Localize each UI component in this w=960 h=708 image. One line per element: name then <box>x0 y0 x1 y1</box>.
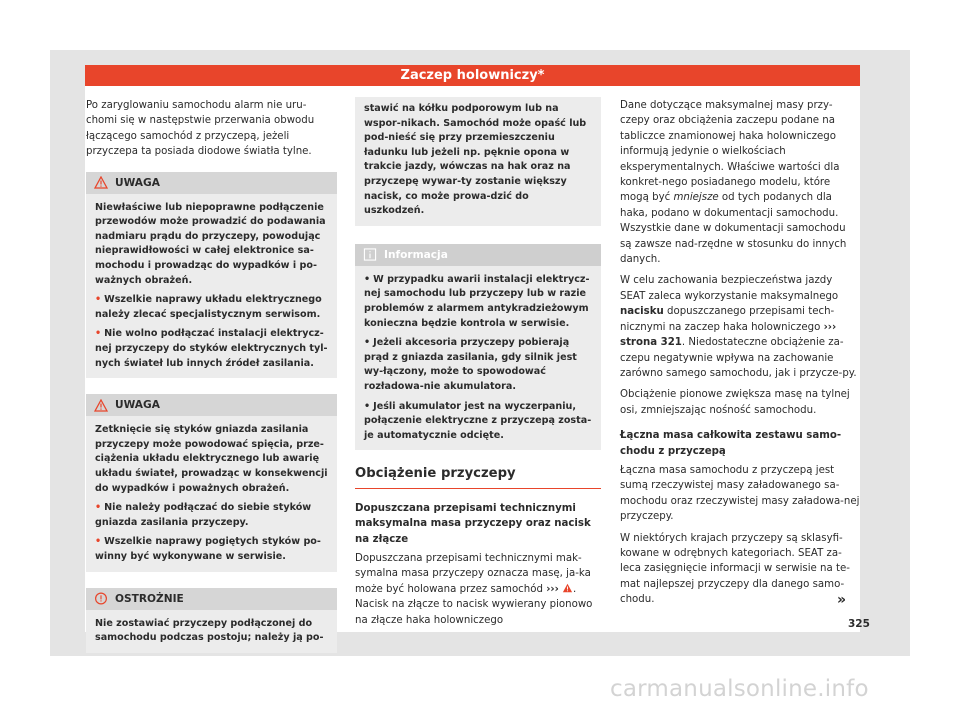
body-paragraph: W niektórych krajach przyczepy są sklasyfi-kowane w odrębnych kategoriach. SEAT za-leca zasięgnięcie informacji w serwisie na te-mat najlepszej przyczepy dla danego samo-chodu. <box>620 532 850 606</box>
bullet-dot-icon: • <box>364 337 371 349</box>
bullet-dot-icon: • <box>95 536 102 548</box>
subheading: Dopuszczana przepisami technicznymi maksymalna masa przyczepy oraz nacisk na złącze <box>355 502 591 545</box>
info-bullet: • W przypadku awarii instalacji elektrycz-nej samochodu lub przyczepy lub w razie problemów z alarmem antykradzieżowym konieczna będzie kontrola w serwisie. <box>364 273 590 329</box>
warning-text: Niewłaściwe lub niepoprawne podłączenie przewodów może prowadzić do podawania nadmiaru prądu do przyczepy, powodując nieprawidłowości w całej elektronice sa-mochodu i prowadząc do wypadków i po-ważnych obrażeń. <box>95 201 326 286</box>
column-middle <box>355 97 601 634</box>
section-title: Obciążenie przyczepy <box>355 466 601 488</box>
subheading: Łączna masa całkowita zestawu samo-chodu z przyczepą <box>620 430 842 457</box>
body-paragraph: Dopuszczana przepisami technicznymi mak-symalna masa przyczepy oznacza masę, ja-ka może być holowana przez samochód ››› . Nacisk na złącze to nacisk wywierany pionowo na złącze haka holowniczego <box>355 552 593 626</box>
continue-arrow-icon: » <box>837 592 847 608</box>
caution-text-continued: stawić na kółku podporowym lub na wspor-nikach. Samochód może opaść lub pod-nieść się przy przemieszczeniu ładunku lub jeżeli np. pęknie opona w trakcie jazdy, wówczas na hak oraz na przyczepę wywar-ty zostanie większy nacisk, co może prowa-dzić do uszkodzeń. <box>364 103 587 217</box>
caution-header <box>86 588 337 610</box>
page-number: 325 <box>848 618 870 630</box>
bullet-dot-icon: • <box>95 328 102 340</box>
info-box <box>355 244 601 451</box>
warning-text: Zetknięcie się styków gniazda zasilania przyczepy może powodować spięcia, prze-ciążenia układu elektrycznego lub awarię układu świateł, prowadząc w konsekwencji do wypadków i poważnych obrażeń. <box>95 424 328 494</box>
info-bullet: • Jeśli akumulator jest na wyczerpaniu, połączenie elektryczne z przyczepą zosta-je automatycznie odcięte. <box>364 400 592 441</box>
caution-text: Nie zostawiać przyczepy podłączonej do samochodu podczas postoju; należy ją po- <box>95 617 324 644</box>
warning-title: UWAGA <box>115 399 160 412</box>
warning-body <box>86 194 337 379</box>
warning-body <box>86 416 337 571</box>
warning-triangle-icon <box>94 176 108 189</box>
warning-header <box>86 394 337 416</box>
warning-bullet: • Wszelkie naprawy układu elektrycznego należy zlecać specjalistycznym serwisom. <box>95 294 322 320</box>
cross-reference[interactable]: ››› <box>546 583 559 595</box>
body-paragraph: Dane dotyczące maksymalnej masy przy-czepy oraz obciążenia zaczepu podane na tabliczce znamionowej haka holowniczego informują jedynie o wielkościach eksperymentalnych. Właściwe wartości dla konkret-nego posiadanego modelu, które mogą być mniejsze od tych podanych dla haka, podano w dokumentacji samochodu. Wszystkie dane w dokumentacji samochodu są zawsze nad-rzędne w stosunku do innych danych. <box>620 100 847 266</box>
caution-title: OSTROŻNIE <box>115 592 184 605</box>
warning-title: UWAGA <box>115 176 160 189</box>
column-left <box>86 98 337 666</box>
warning-bullet: • Nie należy podłączać do siebie styków gniazda zasilania przyczepy. <box>95 502 312 528</box>
info-title: Informacja <box>384 248 448 261</box>
warning-bullet: • Nie wolno podłączać instalacji elektrycz-nej przyczepy do styków elektrycznych tyl-nych świateł lub innych źródeł zasilania. <box>95 328 328 369</box>
body-paragraph: Łączna masa samochodu z przyczepą jest sumą rzeczywistej masy załadowanego sa-mochodu oraz rzeczywistej masy załadowa-nej przyczepy. <box>620 464 860 523</box>
column-right <box>620 98 860 614</box>
caution-box-continued <box>355 97 601 226</box>
caution-body <box>86 610 337 653</box>
warning-bullet: • Wszelkie naprawy pogiętych styków po-winny być wykonywane w serwisie. <box>95 536 321 562</box>
caution-body-continued <box>355 97 601 226</box>
bullet-dot-icon: • <box>95 294 102 306</box>
warning-box-2 <box>86 394 337 571</box>
info-body <box>355 266 601 451</box>
info-header <box>355 244 601 266</box>
warning-triangle-icon[interactable] <box>562 583 573 593</box>
warning-header <box>86 172 337 194</box>
warning-box-1 <box>86 172 337 379</box>
page-header: Zaczep holowniczy* <box>85 65 860 86</box>
watermark: carmanualsonline.info <box>610 676 869 702</box>
info-icon <box>363 248 377 261</box>
body-paragraph: Obciążenie pionowe zwiększa masę na tylnej osi, zmniejszając nośność samochodu. <box>620 389 850 416</box>
bullet-dot-icon: • <box>364 273 371 285</box>
caution-circle-icon <box>94 592 108 605</box>
info-bullet: • Jeżeli akcesoria przyczepy pobierają prąd z gniazda zasilania, gdy silnik jest wy-łączony, może to spowodować rozładowa-nie akumulatora. <box>364 337 577 392</box>
body-paragraph: W celu zachowania bezpieczeństwa jazdy SEAT zaleca wykorzystanie maksymalnego nacisku dopuszczanego przepisami tech-nicznymi na zaczep haka holowniczego ››› strona 321. Niedostateczne obciążenie za-czepu negatywnie wpływa na zachowanie zarówno samego samochodu, jak i przycze-py. <box>620 275 857 379</box>
bullet-dot-icon: • <box>364 400 371 412</box>
intro-paragraph: Po zaryglowaniu samochodu alarm nie uru-chomi się w następstwie przerwania obwodu łączącego samochód z przyczepą, jeżeli przyczepa ta posiada diodowe światła tylne. <box>86 100 315 158</box>
page-reference-link[interactable]: ››› strona 321 <box>620 321 837 349</box>
bullet-dot-icon: • <box>95 502 102 514</box>
caution-box <box>86 588 337 653</box>
warning-triangle-icon <box>94 399 108 412</box>
